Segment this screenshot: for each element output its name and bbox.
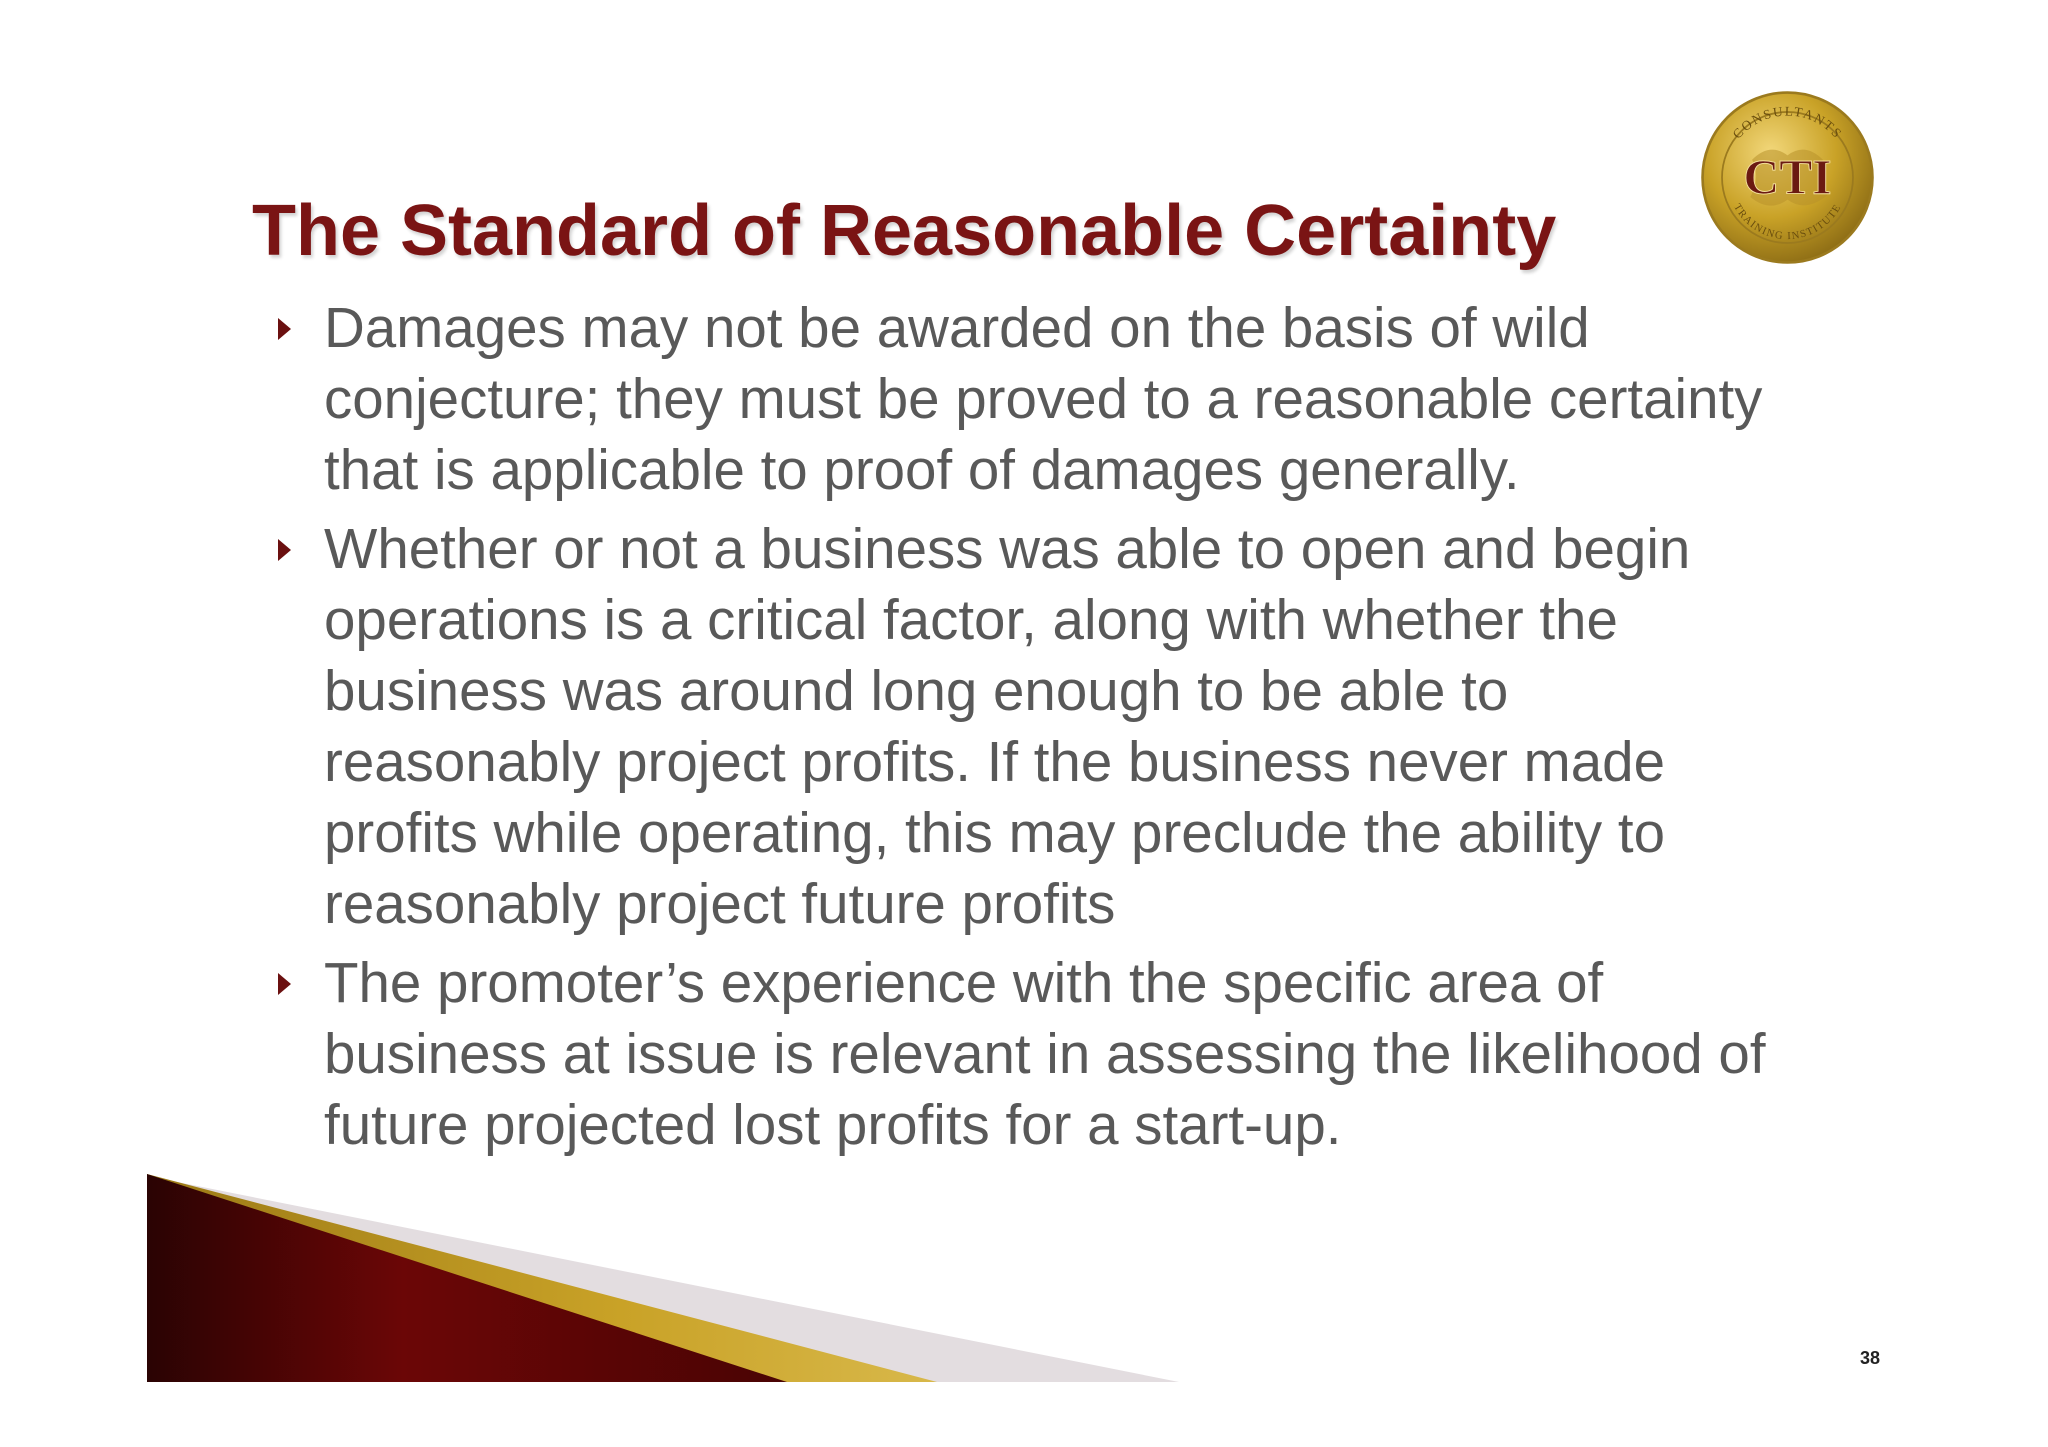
bullet-item (272, 513, 1772, 939)
triangle-right-icon (278, 539, 291, 561)
bullet-list (272, 292, 1772, 1168)
corner-swoosh-decoration (147, 1168, 1179, 1382)
bullet-item (272, 292, 1772, 505)
svg-text:TRAINING INSTITUTE: TRAINING INSTITUTE (1731, 202, 1844, 243)
svg-text:CONSULTANTS: CONSULTANTS (1729, 103, 1846, 142)
slide-title: The Standard of Reasonable Certainty (252, 191, 1557, 271)
triangle-right-icon (278, 318, 291, 340)
page-number: 38 (1859, 1348, 1880, 1368)
bullet-text: Damages may not be awarded on the basis of wild conjecture; they must be proved to a reasonable certainty that is applicable to proof of damages generally. (324, 296, 1763, 501)
cti-seal-logo (1699, 89, 1876, 266)
triangle-right-icon (278, 973, 291, 995)
bullet-text: The promoter’s experience with the specific area of business at issue is relevant in assessing the likelihood of future projected lost profits for a start-up. (324, 951, 1766, 1156)
svg-text:CTI: CTI (1743, 149, 1832, 205)
bullet-item (272, 947, 1772, 1160)
bullet-text: Whether or not a business was able to open and begin operations is a critical factor, along with whether the business was around long enough to be able to reasonably project profits. If the business never made profits while operating, this may preclude the ability to reasonably project future profits (324, 517, 1691, 935)
